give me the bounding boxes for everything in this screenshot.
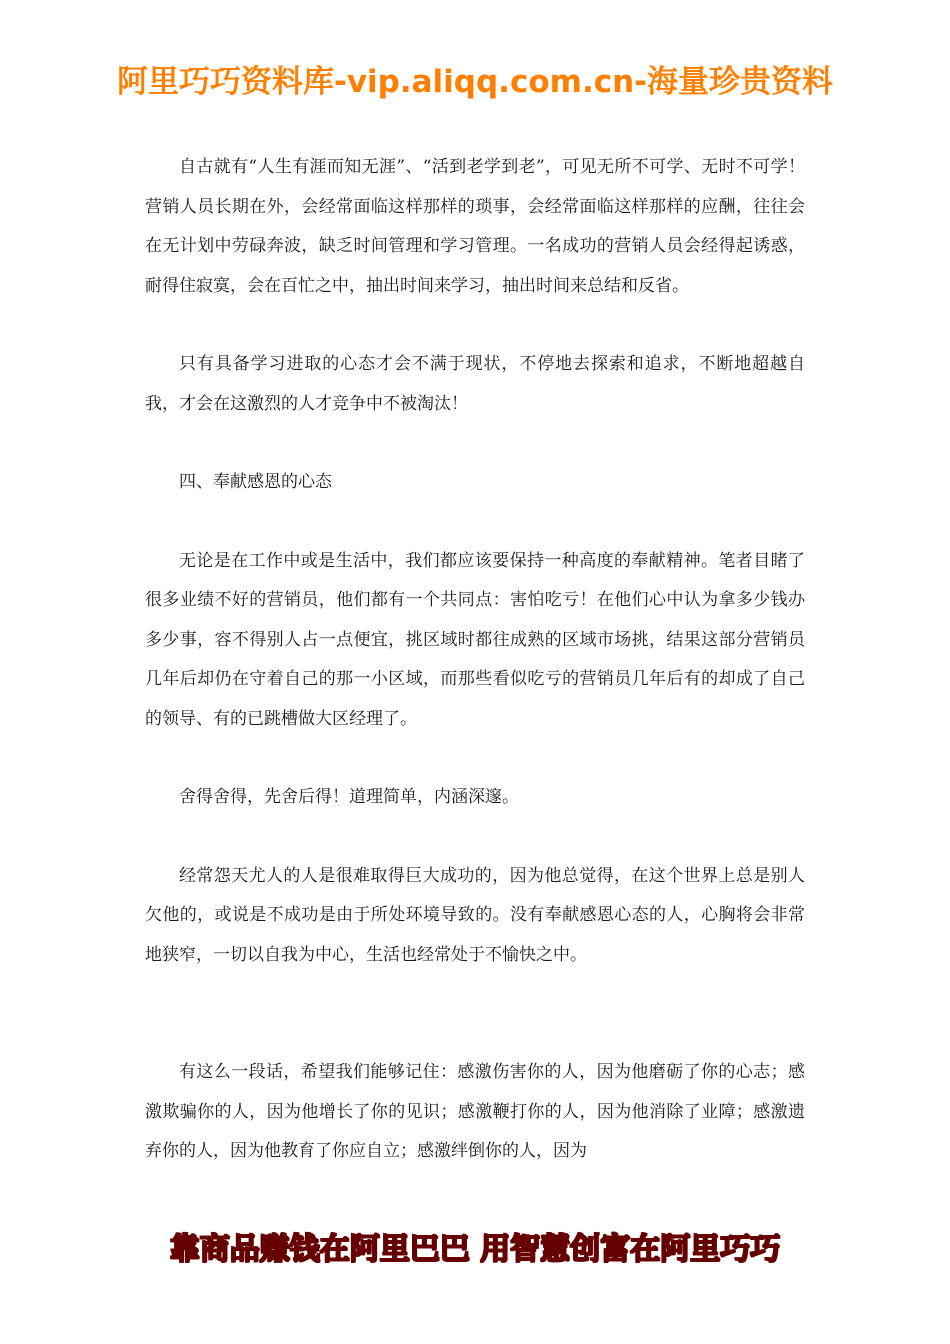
footer-banner: 靠商品赚钱在阿里巴巴 用智慧创富在阿里巧巧 (169, 1232, 781, 1267)
document-body (145, 148, 805, 1211)
header-banner: 阿里巧巧资料库-vip.aliqq.com.cn-海量珍贵资料 (116, 64, 834, 100)
paragraph-dedication: 无论是在工作中或是生活中，我们都应该要保持一种高度的奉献精神。笔者目睹了很多业绩不好的营销员，他们都有一个共同点：害怕吃亏！在他们心中认为拿多少钱办多少事，容不得别人占一点便宜，挑区域时都往成熟的区域市场挑，结果这部分营销员几年后却仍在守着自己的那一小区域，而那些看似吃亏的营销员几年后有的却成了自己的领导、有的已跳槽做大区经理了。 (145, 550, 805, 729)
paragraph-lifelong-learning: 自古就有“人生有涯而知无涯”、“活到老学到老”，可见无所不可学、无时不可学！营销人员长期在外，会经常面临这样那样的琐事，会经常面临这样那样的应酬，往往会在无计划中劳碌奔波，缺乏时间管理和学习管理。一名成功的营销人员会经得起诱惑，耐得住寂寞，会在百忙之中，抽出时间来学习，抽出时间来总结和反省。 (145, 157, 805, 296)
paragraph-gratitude: 有这么一段话，希望我们能够记住：感激伤害你的人，因为他磨砺了你的心志；感激欺骗你的人，因为他增长了你的见识；感激鞭打你的人，因为他消除了业障；感激遗弃你的人，因为他教育了你应自立；感激绊倒你的人，因为 (145, 1062, 805, 1161)
paragraph-learning-attitude: 只有具备学习进取的心态才会不满于现状，不停地去探索和追求，不断地超越自我，才会在这激烈的人才竞争中不被淘汰！ (145, 354, 805, 414)
paragraph-complaining: 经常怨天尤人的人是很难取得巨大成功的，因为他总觉得，在这个世界上总是别人欠他的，或说是不成功是由于所处环境导致的。没有奉献感恩心态的人，心胸将会非常地狭窄，一切以自我为中心，生活也经常处于不愉快之中。 (145, 865, 805, 965)
paragraph-give-and-take: 舍得舍得，先舍后得！道理简单，内涵深邃。 (179, 787, 519, 807)
section-heading-dedication: 四、奉献感恩的心态 (179, 472, 332, 492)
